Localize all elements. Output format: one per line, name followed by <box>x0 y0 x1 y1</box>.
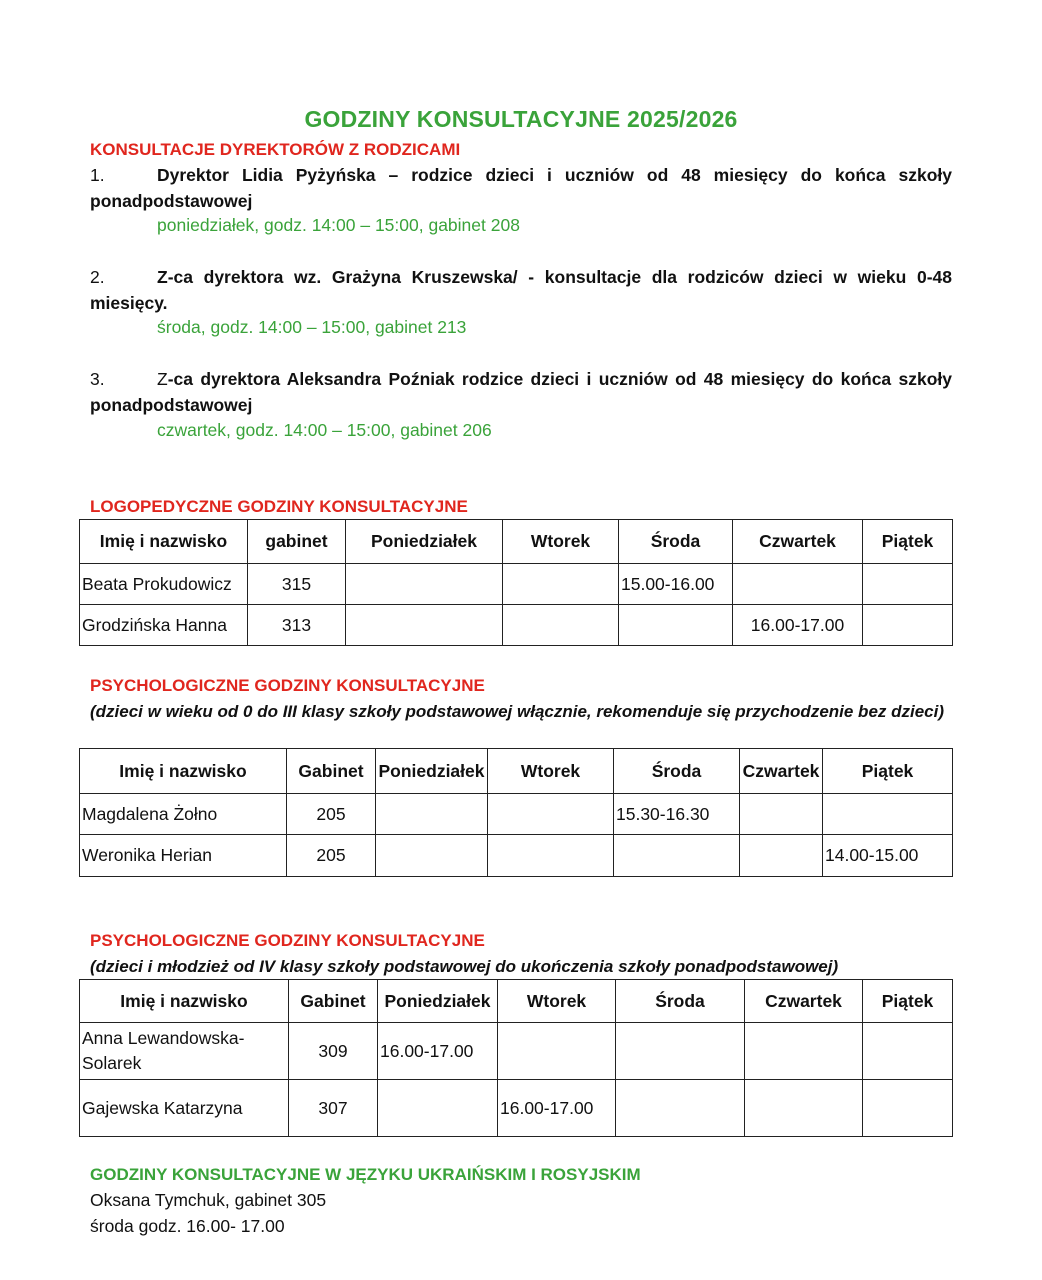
cell-thursday <box>745 1080 863 1137</box>
table-row <box>80 794 953 835</box>
cell-name: Gajewska Katarzyna <box>80 1080 289 1137</box>
item-text: Z-ca dyrektora wz. Grażyna Kruszewska/ - konsultacje dla rodziców dzieci w wieku 0-48 miesięcy. <box>90 267 952 313</box>
col-header-room: gabinet <box>248 520 346 564</box>
cell-thursday <box>740 794 823 835</box>
col-header-wednesday: Środa <box>614 749 740 794</box>
psych2-note: (dzieci i młodzież od IV klasy szkoły podstawowej do ukończenia szkoły ponadpodstawowej) <box>90 957 839 976</box>
cell-wednesday <box>616 1023 745 1080</box>
col-header-tuesday: Wtorek <box>498 980 616 1023</box>
director-item-3: 3. Z-ca dyrektora Aleksandra Poźniak rodzice dzieci i uczniów od 48 miesięcy do końca szkoły ponadpodstawowej <box>90 366 952 418</box>
psych2-heading: PSYCHOLOGICZNE GODZINY KONSULTACYJNE <box>90 931 485 950</box>
cell-monday <box>376 835 488 877</box>
item-text: -ca dyrektora Aleksandra Poźniak rodzice dzieci i uczniów od 48 miesięcy do końca szkoły ponadpodstawowej <box>90 369 952 415</box>
directors-heading: KONSULTACJE DYREKTORÓW Z RODZICAMI <box>90 140 461 159</box>
cell-thursday <box>740 835 823 877</box>
cell-tuesday <box>488 835 614 877</box>
col-header-monday: Poniedziałek <box>346 520 503 564</box>
speech-heading: LOGOPEDYCZNE GODZINY KONSULTACYJNE <box>90 497 468 516</box>
cell-room: 205 <box>287 794 376 835</box>
table-row <box>80 564 953 605</box>
cell-friday: 14.00-15.00 <box>823 835 953 877</box>
cell-wednesday: 15.00-16.00 <box>619 564 733 605</box>
table-row <box>80 605 953 646</box>
table-row <box>80 1023 953 1080</box>
col-header-thursday: Czwartek <box>733 520 863 564</box>
table-row <box>80 1080 953 1137</box>
director-item-1 <box>90 162 952 214</box>
col-header-wednesday: Środa <box>616 980 745 1023</box>
cell-monday <box>346 605 503 646</box>
col-header-name: Imię i nazwisko <box>80 520 248 564</box>
ukrainian-schedule: środa godz. 16.00- 17.00 <box>90 1216 285 1236</box>
cell-name: Weronika Herian <box>80 835 287 877</box>
cell-tuesday: 16.00-17.00 <box>498 1080 616 1137</box>
col-header-name: Imię i nazwisko <box>80 980 289 1023</box>
col-header-tuesday: Wtorek <box>488 749 614 794</box>
page-title: GODZINY KONSULTACYJNE 2025/2026 <box>304 106 738 132</box>
cell-wednesday <box>614 835 740 877</box>
speech-table <box>79 519 953 646</box>
cell-room: 315 <box>248 564 346 605</box>
cell-room: 309 <box>289 1023 378 1080</box>
director-item-2 <box>90 264 952 316</box>
col-header-thursday: Czwartek <box>740 749 823 794</box>
cell-monday <box>376 794 488 835</box>
col-header-monday: Poniedziałek <box>376 749 488 794</box>
cell-room: 307 <box>289 1080 378 1137</box>
cell-name: Magdalena Żołno <box>80 794 287 835</box>
cell-thursday <box>733 564 863 605</box>
cell-tuesday <box>498 1023 616 1080</box>
director-schedule-3: czwartek, godz. 14:00 – 15:00, gabinet 206 <box>157 420 492 440</box>
cell-tuesday <box>503 605 619 646</box>
cell-thursday <box>745 1023 863 1080</box>
psych2-table <box>79 979 953 1137</box>
item-number: 3. <box>90 369 105 389</box>
col-header-room: Gabinet <box>287 749 376 794</box>
col-header-wednesday: Środa <box>619 520 733 564</box>
cell-tuesday <box>488 794 614 835</box>
table-row <box>80 835 953 877</box>
director-schedule-2: środa, godz. 14:00 – 15:00, gabinet 213 <box>157 317 467 337</box>
cell-monday <box>378 1080 498 1137</box>
cell-friday <box>863 605 953 646</box>
cell-room: 313 <box>248 605 346 646</box>
cell-friday <box>863 1023 953 1080</box>
col-header-thursday: Czwartek <box>745 980 863 1023</box>
item-number: 1. <box>90 165 105 185</box>
cell-tuesday <box>503 564 619 605</box>
col-header-friday: Piątek <box>863 520 953 564</box>
col-header-friday: Piątek <box>823 749 953 794</box>
cell-thursday: 16.00-17.00 <box>733 605 863 646</box>
col-header-room: Gabinet <box>289 980 378 1023</box>
cell-friday <box>863 1080 953 1137</box>
cell-monday <box>346 564 503 605</box>
cell-name: Grodzińska Hanna <box>80 605 248 646</box>
psych1-note: (dzieci w wieku od 0 do III klasy szkoły podstawowej włącznie, rekomenduje się przychodzenie bez dzieci) <box>90 702 945 721</box>
cell-name: Anna Lewandowska-Solarek <box>80 1023 289 1080</box>
ukrainian-heading: GODZINY KONSULTACYJNE W JĘZYKU UKRAIŃSKIM I ROSYJSKIM <box>90 1165 641 1184</box>
item-number: 2. <box>90 267 105 287</box>
cell-friday <box>823 794 953 835</box>
cell-wednesday: 15.30-16.30 <box>614 794 740 835</box>
col-header-monday: Poniedziałek <box>378 980 498 1023</box>
ukrainian-consultant: Oksana Tymchuk, gabinet 305 <box>90 1190 327 1210</box>
cell-wednesday <box>616 1080 745 1137</box>
col-header-tuesday: Wtorek <box>503 520 619 564</box>
psych1-heading: PSYCHOLOGICZNE GODZINY KONSULTACYJNE <box>90 676 485 695</box>
cell-room: 205 <box>287 835 376 877</box>
cell-monday: 16.00-17.00 <box>378 1023 498 1080</box>
psych1-table <box>79 748 953 877</box>
col-header-name: Imię i nazwisko <box>80 749 287 794</box>
cell-wednesday <box>619 605 733 646</box>
cell-name: Beata Prokudowicz <box>80 564 248 605</box>
director-schedule-1: poniedziałek, godz. 14:00 – 15:00, gabinet 208 <box>157 215 520 235</box>
col-header-friday: Piątek <box>863 980 953 1023</box>
item-text: Dyrektor Lidia Pyżyńska – rodzice dzieci i uczniów od 48 miesięcy do końca szkoły ponadpodstawowej <box>90 165 952 211</box>
cell-friday <box>863 564 953 605</box>
